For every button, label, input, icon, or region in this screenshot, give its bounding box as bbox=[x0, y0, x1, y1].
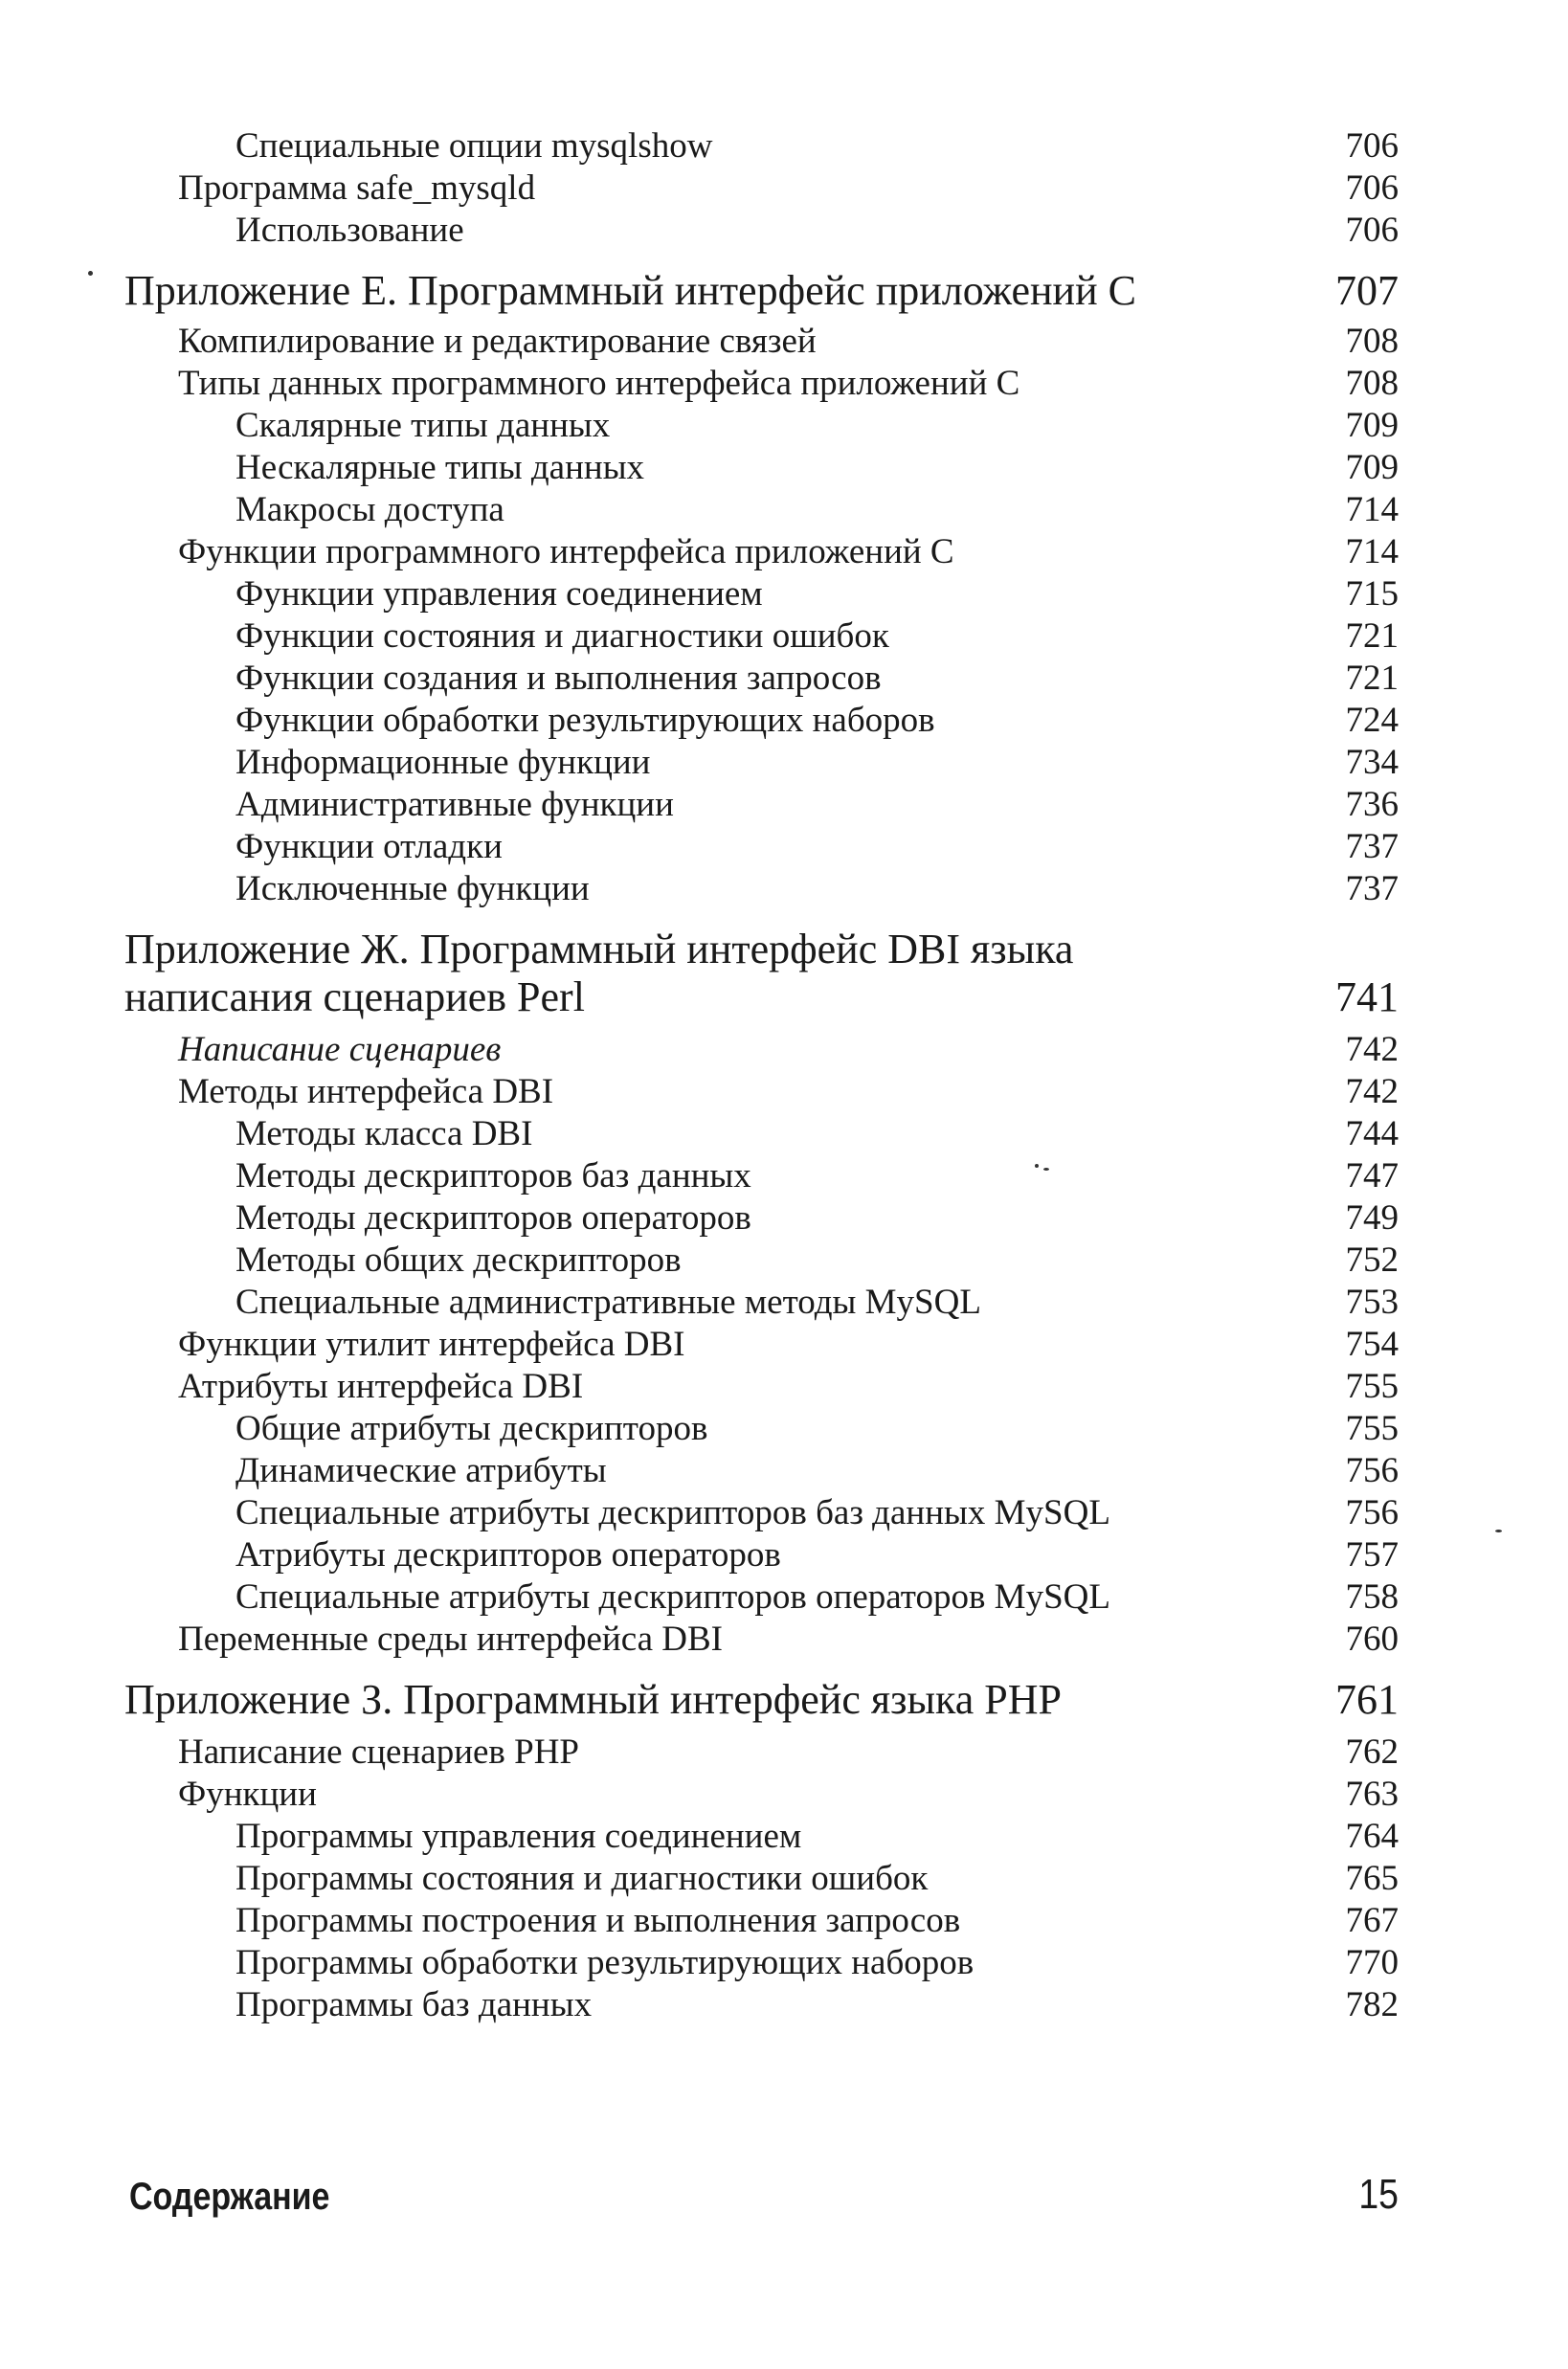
toc-entry-page: 714 bbox=[1345, 490, 1399, 529]
toc-entry-title: Программы баз данных bbox=[235, 1985, 593, 2024]
toc-entry-page: 707 bbox=[1335, 267, 1399, 314]
toc-entry-page: 756 bbox=[1345, 1451, 1399, 1490]
toc-entry-title: Функции состояния и диагностики ошибок bbox=[235, 616, 889, 656]
toc-entry-title: Скалярные типы данных bbox=[235, 406, 611, 445]
toc-entry-page: 709 bbox=[1345, 406, 1399, 445]
toc-entry-page: 749 bbox=[1345, 1198, 1399, 1238]
scan-speck bbox=[88, 271, 93, 276]
toc-entry-title: Специальные атрибуты дескрипторов баз данных MySQL bbox=[235, 1493, 1110, 1532]
toc-entry-title: Использование bbox=[235, 211, 464, 250]
toc-entry-title: Функции утилит интерфейса DBI bbox=[178, 1325, 685, 1364]
toc-entry-title: Типы данных программного интерфейса приложений С bbox=[178, 364, 1020, 403]
scan-speck bbox=[1035, 1164, 1039, 1168]
toc-entry-page: 709 bbox=[1345, 448, 1399, 487]
toc-entry-title: Динамические атрибуты bbox=[235, 1451, 607, 1490]
toc-entry-page: 734 bbox=[1345, 743, 1399, 782]
toc-entry-page: 744 bbox=[1345, 1114, 1399, 1153]
toc-entry-title: Методы класса DBI bbox=[235, 1114, 533, 1153]
toc-entry-page: 755 bbox=[1345, 1409, 1399, 1448]
toc-entry-page: 706 bbox=[1345, 168, 1399, 208]
toc-entry-title: Методы дескрипторов операторов bbox=[235, 1198, 751, 1238]
toc-entry-title: Функции создания и выполнения запросов bbox=[235, 659, 882, 698]
running-footer-title: Содержание bbox=[129, 2176, 330, 2218]
toc-entry-page: 757 bbox=[1345, 1535, 1399, 1575]
toc-entry-page: 708 bbox=[1345, 322, 1399, 361]
toc-entry-page: 737 bbox=[1345, 869, 1399, 908]
toc-entry-page: 767 bbox=[1345, 1901, 1399, 1940]
toc-entry-page: 770 bbox=[1345, 1943, 1399, 1982]
toc-entry-title: Написание сценариев bbox=[178, 1030, 502, 1069]
toc-entry-title: Специальные атрибуты дескрипторов операторов MySQL bbox=[235, 1577, 1110, 1617]
toc-entry-title: Функции управления соединением bbox=[235, 574, 763, 614]
toc-entry-title: Переменные среды интерфейса DBI bbox=[178, 1620, 723, 1659]
toc-entry-page: 752 bbox=[1345, 1240, 1399, 1280]
toc-entry-title: Нескалярные типы данных bbox=[235, 448, 645, 487]
toc-entry-page: 706 bbox=[1345, 211, 1399, 250]
toc-entry-page: 760 bbox=[1345, 1620, 1399, 1659]
toc-entry-title: Написание сценариев PHP bbox=[178, 1732, 580, 1772]
toc-entry-page: 742 bbox=[1345, 1030, 1399, 1069]
toc-entry-title: Программы построения и выполнения запросов bbox=[235, 1901, 961, 1940]
toc-entry-page: 741 bbox=[1335, 973, 1399, 1020]
scan-speck bbox=[1043, 1168, 1049, 1171]
toc-entry-title: Функции отладки bbox=[235, 827, 503, 866]
toc-entry-page: 756 bbox=[1345, 1493, 1399, 1532]
toc-entry-page: 721 bbox=[1345, 616, 1399, 656]
toc-entry-page: 737 bbox=[1345, 827, 1399, 866]
toc-entry-page: 758 bbox=[1345, 1577, 1399, 1617]
toc-entry-page: 747 bbox=[1345, 1156, 1399, 1196]
toc-entry-page: 763 bbox=[1345, 1775, 1399, 1814]
toc-entry-title: Атрибуты дескрипторов операторов bbox=[235, 1535, 781, 1575]
toc-entry-title: Методы дескрипторов баз данных bbox=[235, 1156, 751, 1196]
toc-entry-page: 742 bbox=[1345, 1072, 1399, 1111]
toc-entry-title: Программы состояния и диагностики ошибок bbox=[235, 1859, 929, 1898]
toc-entry-page: 762 bbox=[1345, 1732, 1399, 1772]
toc-entry-title: Методы общих дескрипторов bbox=[235, 1240, 682, 1280]
toc-entry-page: 724 bbox=[1345, 701, 1399, 740]
toc-entry-page: 714 bbox=[1345, 532, 1399, 571]
toc-entry-page: 765 bbox=[1345, 1859, 1399, 1898]
toc-entry-title: Специальные опции mysqlshow bbox=[235, 126, 713, 166]
toc-entry-title: Программа safe_mysqld bbox=[178, 168, 536, 208]
toc-entry-title: Функции программного интерфейса приложений С bbox=[178, 532, 954, 571]
toc-entry-page: 715 bbox=[1345, 574, 1399, 614]
toc-entry-page: 721 bbox=[1345, 659, 1399, 698]
toc-entry-title: Компилирование и редактирование связей bbox=[178, 322, 817, 361]
toc-entry-title: Административные функции bbox=[235, 785, 674, 824]
toc-entry-title-line2: написания сценариев Perl bbox=[124, 973, 585, 1020]
scan-speck bbox=[1495, 1530, 1502, 1532]
toc-entry-title: Макросы доступа bbox=[235, 490, 504, 529]
toc-entry-title: Программы управления соединением bbox=[235, 1817, 802, 1856]
toc-entry-page: 755 bbox=[1345, 1367, 1399, 1406]
toc-entry-page: 736 bbox=[1345, 785, 1399, 824]
toc-entry-page: 761 bbox=[1335, 1676, 1399, 1723]
toc-entry-title: Атрибуты интерфейса DBI bbox=[178, 1367, 584, 1406]
toc-entry-title: Методы интерфейса DBI bbox=[178, 1072, 554, 1111]
toc-entry-title: Исключенные функции bbox=[235, 869, 590, 908]
toc-entry-title: Специальные административные методы MySQL bbox=[235, 1283, 981, 1322]
toc-entry-page: 782 bbox=[1345, 1985, 1399, 2024]
toc-entry-page: 754 bbox=[1345, 1325, 1399, 1364]
toc-entry-title: Программы обработки результирующих наборов bbox=[235, 1943, 974, 1982]
toc-entry-title: Функции обработки результирующих наборов bbox=[235, 701, 935, 740]
toc-entry-title: Приложение Е. Программный интерфейс приложений С bbox=[124, 267, 1136, 314]
toc-entry-title: Функции bbox=[178, 1775, 317, 1814]
toc-entry-page: 764 bbox=[1345, 1817, 1399, 1856]
toc-entry-title: Информационные функции bbox=[235, 743, 651, 782]
toc-entry-page: 706 bbox=[1345, 126, 1399, 166]
toc-entry-page: 708 bbox=[1345, 364, 1399, 403]
toc-entry-title: Приложение З. Программный интерфейс языка PHP bbox=[124, 1676, 1062, 1723]
toc-entry-page: 753 bbox=[1345, 1283, 1399, 1322]
page-number: 15 bbox=[1358, 2171, 1399, 2218]
toc-entry-title: Общие атрибуты дескрипторов bbox=[235, 1409, 708, 1448]
toc-entry-title-line1: Приложение Ж. Программный интерфейс DBI языка bbox=[124, 926, 1074, 972]
